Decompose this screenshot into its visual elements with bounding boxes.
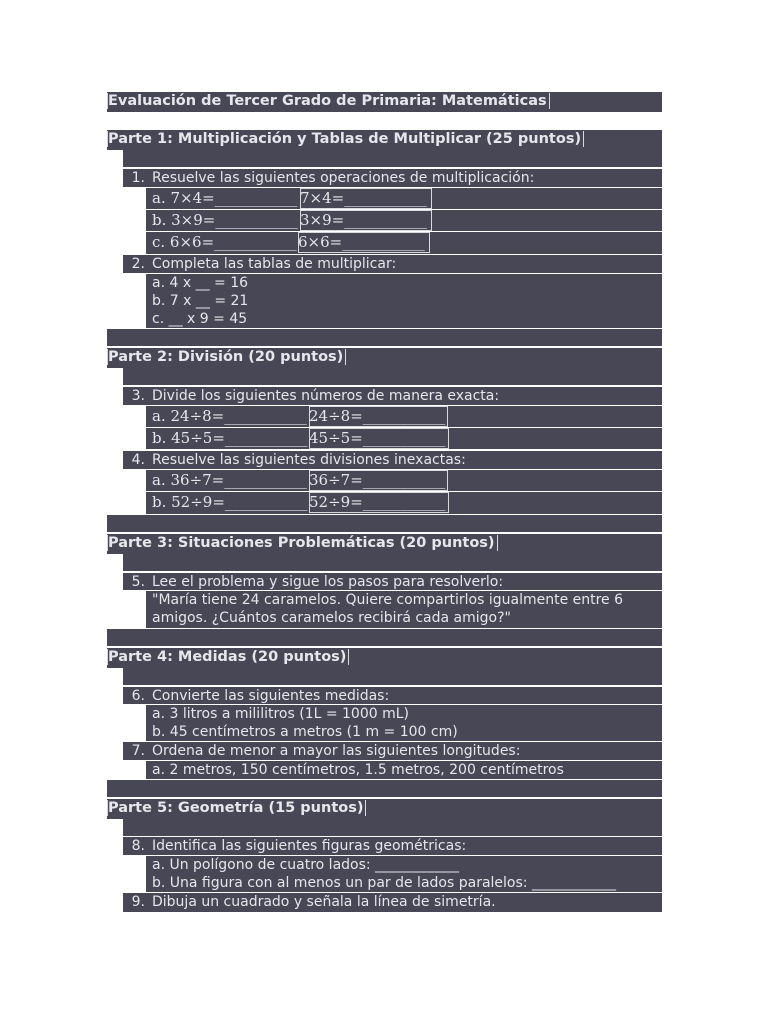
q2-c: c. __ x 9 = 45 xyxy=(152,311,248,327)
spacer-row xyxy=(123,668,662,686)
spacer-row xyxy=(107,779,662,798)
question-4 xyxy=(123,451,662,470)
q7-a: a. 2 metros, 150 centímetros, 1.5 metros, 200 centímetros xyxy=(152,762,564,778)
part3-heading: Parte 3: Situaciones Problemáticas (20 puntos) xyxy=(107,535,498,551)
q3-b-left: b. 45÷5=___________ xyxy=(152,429,308,447)
question-5 xyxy=(123,573,662,591)
q1-row-a xyxy=(146,188,662,210)
q1-c-right: 6×6=___________ xyxy=(298,233,425,251)
q4-b-right: 52÷9=___________ xyxy=(309,493,446,511)
q8-b: b. Una figura con al menos un par de lados paralelos: ____________ xyxy=(152,875,616,891)
question-7 xyxy=(123,742,662,761)
q1-a-right: 7×4=___________ xyxy=(300,189,427,207)
question-2-number: 2. xyxy=(131,256,145,272)
part4-heading: Parte 4: Medidas (20 puntos) xyxy=(107,649,349,665)
question-8-text: Identifica las siguientes figuras geométricas: xyxy=(152,838,467,854)
question-3 xyxy=(123,387,662,406)
question-6 xyxy=(123,687,662,705)
q3-row-a xyxy=(146,406,662,428)
q8-options xyxy=(146,856,662,893)
part4-heading-block xyxy=(107,648,662,668)
part3-heading-block xyxy=(107,534,662,554)
q2-options xyxy=(146,274,662,328)
spacer-row xyxy=(107,628,662,647)
q1-row-b xyxy=(146,210,662,232)
q3-a-right: 24÷8=___________ xyxy=(309,407,446,425)
q1-c-left: c. 6×6=___________ xyxy=(152,233,297,251)
q8-a: a. Un polígono de cuatro lados: ____________ xyxy=(152,857,460,873)
q4-row-b xyxy=(146,492,662,514)
document-title-block xyxy=(107,92,662,112)
spacer-row xyxy=(123,368,662,386)
q2-a: a. 4 x __ = 16 xyxy=(152,275,249,291)
q3-row-b xyxy=(146,428,662,450)
part1-heading: Parte 1: Multiplicación y Tablas de Multiplicar (25 puntos) xyxy=(107,131,584,147)
spacer-row xyxy=(107,514,662,533)
question-5-number: 5. xyxy=(131,574,145,590)
question-9 xyxy=(123,893,662,912)
question-4-text: Resuelve las siguientes divisiones inexactas: xyxy=(152,452,466,468)
q3-a-left: a. 24÷8=___________ xyxy=(152,407,307,425)
q4-b-left: b. 52÷9=___________ xyxy=(152,493,308,511)
q5-problem xyxy=(146,591,662,628)
q6-b: b. 45 centímetros a metros (1 m = 100 cm) xyxy=(152,724,458,740)
question-3-number: 3. xyxy=(131,388,145,404)
q4-a-left: a. 36÷7=___________ xyxy=(152,471,307,489)
question-9-text: Dibuja un cuadrado y señala la línea de simetría. xyxy=(152,894,496,910)
question-5-text: Lee el problema y sigue los pasos para resolverlo: xyxy=(152,574,504,590)
question-2 xyxy=(123,255,662,274)
q4-a-right: 36÷7=___________ xyxy=(309,471,446,489)
q4-row-a xyxy=(146,470,662,492)
spacer-row xyxy=(123,150,662,168)
question-2-text: Completa las tablas de multiplicar: xyxy=(152,256,397,272)
question-7-text: Ordena de menor a mayor las siguientes longitudes: xyxy=(152,743,521,759)
spacer-row xyxy=(107,328,662,347)
part5-heading-block xyxy=(107,799,662,819)
question-6-text: Convierte las siguientes medidas: xyxy=(152,688,390,704)
question-9-number: 9. xyxy=(131,894,145,910)
part5-heading: Parte 5: Geometría (15 puntos) xyxy=(107,800,366,816)
q1-b-left: b. 3×9=___________ xyxy=(152,211,298,229)
spacer-row xyxy=(123,819,662,837)
question-1-number: 1. xyxy=(131,170,145,186)
document-title: Evaluación de Tercer Grado de Primaria: Matemáticas xyxy=(107,93,550,109)
part1-heading-block xyxy=(107,130,662,150)
q6-options xyxy=(146,705,662,742)
q5-problem-line1: "María tiene 24 caramelos. Quiere compartirlos igualmente entre 6 xyxy=(152,592,624,608)
question-7-number: 7. xyxy=(131,743,145,759)
spacer-row xyxy=(123,554,662,572)
q6-a: a. 3 litros a mililitros (1L = 1000 mL) xyxy=(152,706,410,722)
q1-b-right: 3×9=___________ xyxy=(300,211,427,229)
q1-row-c xyxy=(146,232,662,255)
question-4-number: 4. xyxy=(131,452,145,468)
question-8-number: 8. xyxy=(131,838,145,854)
q7-options xyxy=(146,761,662,779)
question-6-number: 6. xyxy=(131,688,145,704)
part2-heading-block xyxy=(107,348,662,368)
question-8 xyxy=(123,837,662,856)
question-3-text: Divide los siguientes números de manera exacta: xyxy=(152,388,500,404)
q1-a-left: a. 7×4=___________ xyxy=(152,189,298,207)
q2-b: b. 7 x __ = 21 xyxy=(152,293,249,309)
part2-heading: Parte 2: División (20 puntos) xyxy=(107,349,346,365)
q5-problem-line2: amigos. ¿Cuántos caramelos recibirá cada amigo?" xyxy=(152,610,511,626)
q3-b-right: 45÷5=___________ xyxy=(309,429,446,447)
question-1 xyxy=(123,169,662,188)
question-1-text: Resuelve las siguientes operaciones de multiplicación: xyxy=(152,170,535,186)
